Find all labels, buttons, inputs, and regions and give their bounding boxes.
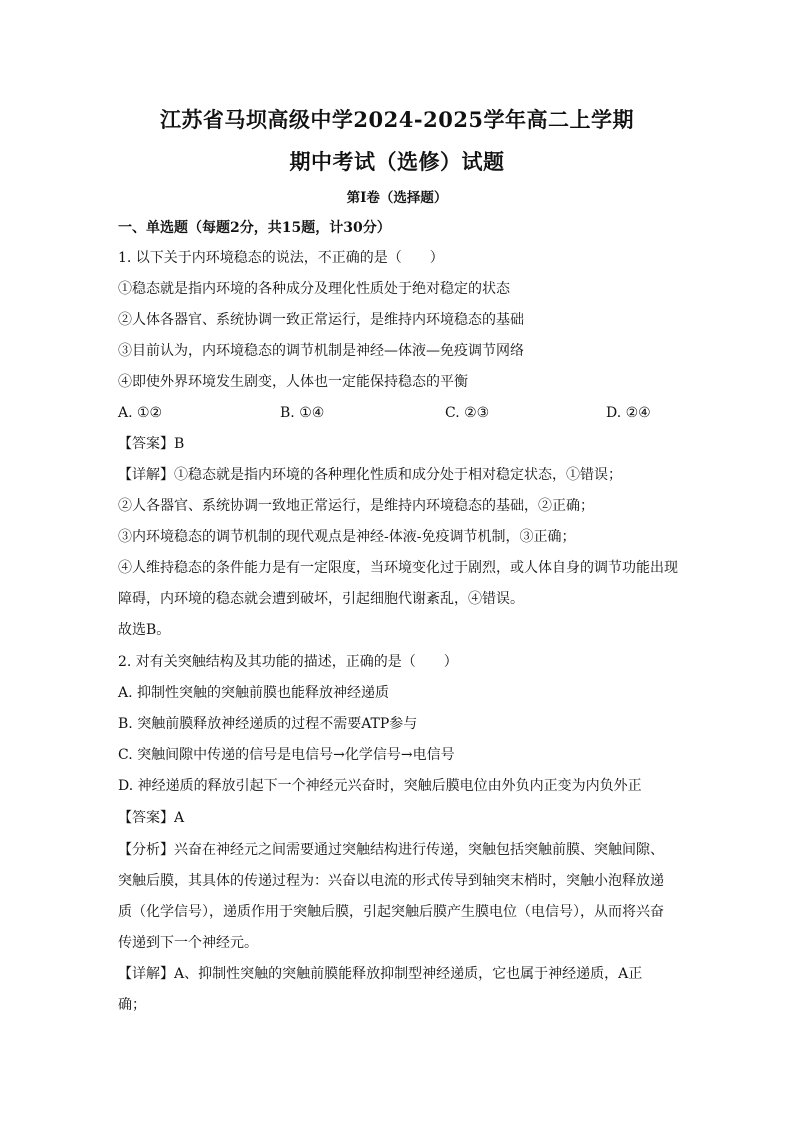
volume-label: 第I卷（选择题）: [346, 190, 448, 206]
q2-analysis-line: 【分析】兴奋在神经元之间需要通过突触结构进行传递，突触包括突触前膜、突触间隙、: [118, 842, 664, 858]
q1-explain-line: 【详解】①稳态就是指内环境的各种理化性质和成分处于相对稳定状态，①错误；: [118, 467, 622, 483]
q2-option-c: C. 突触间隙中传递的信号是电信号→化学信号→电信号: [118, 747, 455, 763]
q2-stem: 2. 对有关突触结构及其功能的描述，正确的是（ ）: [118, 654, 458, 670]
q2-analysis-line: 突触后膜，其具体的传递过程为：兴奋以电流的形式传导到轴突末梢时，突触小泡释放递: [118, 873, 664, 889]
doc-title-line1: 江苏省马坝高级中学2024-2025学年高二上学期: [159, 107, 635, 132]
q2-option-d: D. 神经递质的释放引起下一个神经元兴奋时，突触后膜电位由外负内正变为内负外正: [118, 778, 642, 794]
q1-stem: 1. 以下关于内环境稳态的说法，不正确的是（ ）: [118, 250, 444, 266]
q2-explain-line: 【详解】A、抑制性突触的突触前膜能释放抑制型神经递质，它也属于神经递质，A正: [118, 966, 643, 982]
q1-explain-line: 障碍，内环境的稳态就会遭到破坏，引起细胞代谢紊乱，④错误。: [118, 591, 524, 607]
q2-explain-line: 确；: [118, 997, 146, 1013]
q1-item: ③目前认为，内环境稳态的调节机制是神经—体液—免疫调节网络: [118, 343, 524, 359]
q2-answer: 【答案】A: [118, 810, 185, 826]
q1-explain-line: ③内环境稳态的调节机制的现代观点是神经-体液-免疫调节机制，③正确；: [118, 529, 576, 545]
q1-option-a: A. ①②: [118, 405, 163, 421]
q1-item: ④即使外界环境发生剧变，人体也一定能保持稳态的平衡: [118, 374, 468, 390]
q1-option-d: D. ②④: [606, 405, 651, 421]
q2-analysis-line: 传递到下一个神经元。: [118, 935, 258, 951]
q1-answer: 【答案】B: [118, 436, 185, 452]
q1-conclusion: 故选B。: [118, 622, 171, 638]
q1-item: ②人体各器官、系统协调一致正常运行，是维持内环境稳态的基础: [118, 312, 524, 328]
doc-title-line2: 期中考试（选修）试题: [289, 149, 505, 174]
q1-item: ①稳态就是指内环境的各种成分及理化性质处于绝对稳定的状态: [118, 281, 510, 297]
q1-explain-line: ④人维持稳态的条件能力是有一定限度，当环境变化过于剧烈，或人体自身的调节功能出现: [118, 560, 678, 576]
q2-option-a: A. 抑制性突触的突触前膜也能释放神经递质: [118, 685, 390, 701]
q2-analysis-line: 质（化学信号），递质作用于突触后膜，引起突触后膜产生膜电位（电信号），从而将兴奋: [118, 904, 664, 920]
q1-option-b: B. ①④: [280, 405, 325, 421]
q2-option-b: B. 突触前膜释放神经递质的过程不需要ATP参与: [118, 716, 418, 732]
q1-option-c: C. ②③: [445, 405, 490, 421]
section-heading: 一、单选题（每题2分，共15题，计30分）: [118, 220, 391, 236]
q1-explain-line: ②人各器官、系统协调一致地正常运行，是维持内环境稳态的基础，②正确；: [118, 498, 594, 514]
